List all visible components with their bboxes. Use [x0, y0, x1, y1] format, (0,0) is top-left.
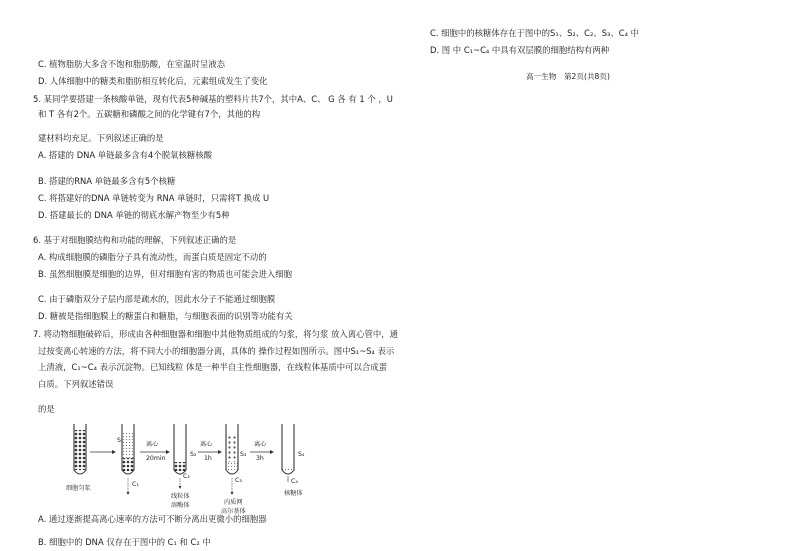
label-step2: 离心	[200, 441, 213, 448]
q4-option-d: D. 人体细胞中的糖类和脂肪相互转化后，元素组成发生了变化	[38, 76, 268, 86]
label-c1: C₁	[132, 481, 139, 488]
label-c2-desc1: 线粒体	[171, 493, 190, 500]
q6-option-b: B. 虽然细胞膜是细胞的边界，但对细胞有害的物质也可能会进入细胞	[38, 269, 292, 279]
arrow-down-c1	[127, 478, 130, 495]
q5-stem-line1: 5. 某同学要搭建一条核酸单链，现有代表5种碱基的塑料片共7个，其中A、C、 G 各 有 1 个 ，U	[33, 94, 393, 104]
q7-stem-line1: 7. 将动物细胞破碎后，形成由各种细胞器和细胞中其他物质组成的匀浆，将匀浆 放入离心管中，通	[33, 329, 399, 339]
arrow-down-c2	[179, 478, 182, 489]
tube-c2	[174, 424, 186, 474]
q6-option-c: C. 由于磷脂双分子层内部是疏水的，因此水分子不能通过细胞膜	[38, 294, 276, 304]
q7-stem-line5: 的是	[38, 404, 55, 414]
q5-option-b: B. 搭建的RNA 单链最多含有5个核糖	[38, 176, 176, 186]
label-c2-desc2: 溶酶体	[171, 502, 190, 509]
label-c3-desc2: 高尔基体	[221, 508, 246, 515]
label-s4: S₄	[298, 451, 305, 458]
arrow-down-c3	[231, 478, 234, 495]
page-footer: 高一生物 第2页(共8页)	[526, 72, 610, 81]
tube-c3	[226, 424, 238, 474]
q5-option-a: A. 搭建的 DNA 单链最多含有4个脱氧核糖核酸	[38, 150, 213, 160]
q5-option-c: C. 将搭建好的DNA 单链转变为 RNA 单链时，只需将T 换成 U	[38, 193, 270, 203]
arrow-3	[198, 450, 222, 454]
q7-option-a: A. 通过逐渐提高离心速率的方法可不断分离出更微小的细胞器	[38, 514, 267, 524]
q6-stem: 6. 基于对细胞膜结构和功能的理解，下列叙述正确的是	[33, 235, 237, 245]
label-step3-time: 3h	[256, 455, 264, 462]
label-c2: C₂	[183, 473, 190, 480]
label-c3-desc1: 内质网	[224, 499, 243, 506]
tube-c1	[122, 424, 134, 474]
q7-stem-line3: 上清液，C₁~C₄ 表示沉淀物。已知线粒 体是一种半自主性细胞器，在线粒体基质中可以合成蛋	[38, 362, 387, 372]
tube-c4	[282, 424, 294, 474]
q5-stem-line3: 建材料均充足。下列叙述正确的是	[38, 133, 164, 143]
q7-stem-line2: 过按变离心转速的方法，将不同大小的细胞器分离，具体的 操作过程如图所示。图中S₁~S₄ 表示	[38, 346, 395, 356]
label-homogenate: 细胞匀浆	[66, 485, 91, 492]
option-c-right: C. 细胞中的核糖体存在于图中的S₁、S₂、C₂、S₃、C₄ 中	[430, 28, 640, 38]
label-c4: C₄	[291, 478, 298, 485]
tube-homogenate	[74, 424, 86, 474]
label-s3: S₃	[240, 451, 247, 458]
label-step1: 离心	[146, 441, 159, 448]
arrow-4	[250, 450, 274, 454]
option-d-right: D. 图 中 C₁~C₄ 中具有双层膜的细胞结构有两种	[430, 45, 610, 55]
q6-option-d: D. 糖被是指细胞膜上的糖蛋白和糖脂，与细胞表面的识别等功能有关	[38, 311, 293, 321]
q6-option-a: A. 构成细胞膜的磷脂分子具有流动性，而蛋白质是固定不动的	[38, 252, 267, 262]
label-s2: S₂	[190, 451, 197, 458]
label-step3: 离心	[254, 441, 267, 448]
arrow-1	[90, 450, 116, 454]
label-s1: S₁	[117, 437, 124, 444]
label-step1-time: 20min	[146, 455, 166, 462]
centrifugation-figure	[62, 420, 312, 525]
label-c3: C₃	[235, 477, 242, 484]
arrow-2	[140, 450, 170, 454]
label-c4-desc: 核糖体	[284, 490, 303, 497]
q4-option-c: C. 植物脂肪大多含不饱和脂肪酸，在室温时呈液态	[38, 59, 226, 69]
q5-option-d: D. 搭建最长的 DNA 单链的彻底水解产物至少有5种	[38, 210, 230, 220]
label-step2-time: 1h	[204, 455, 212, 462]
q7-stem-line4: 白质。下列叙述错误	[38, 379, 114, 389]
q5-stem-line2: 和 T 各有2个。五碳糖和磷酸之间的化学键有7个，其他的构	[38, 109, 261, 119]
q7-option-b: B. 细胞中的 DNA 仅存在于图中的 C₁ 和 C₂ 中	[38, 537, 211, 547]
